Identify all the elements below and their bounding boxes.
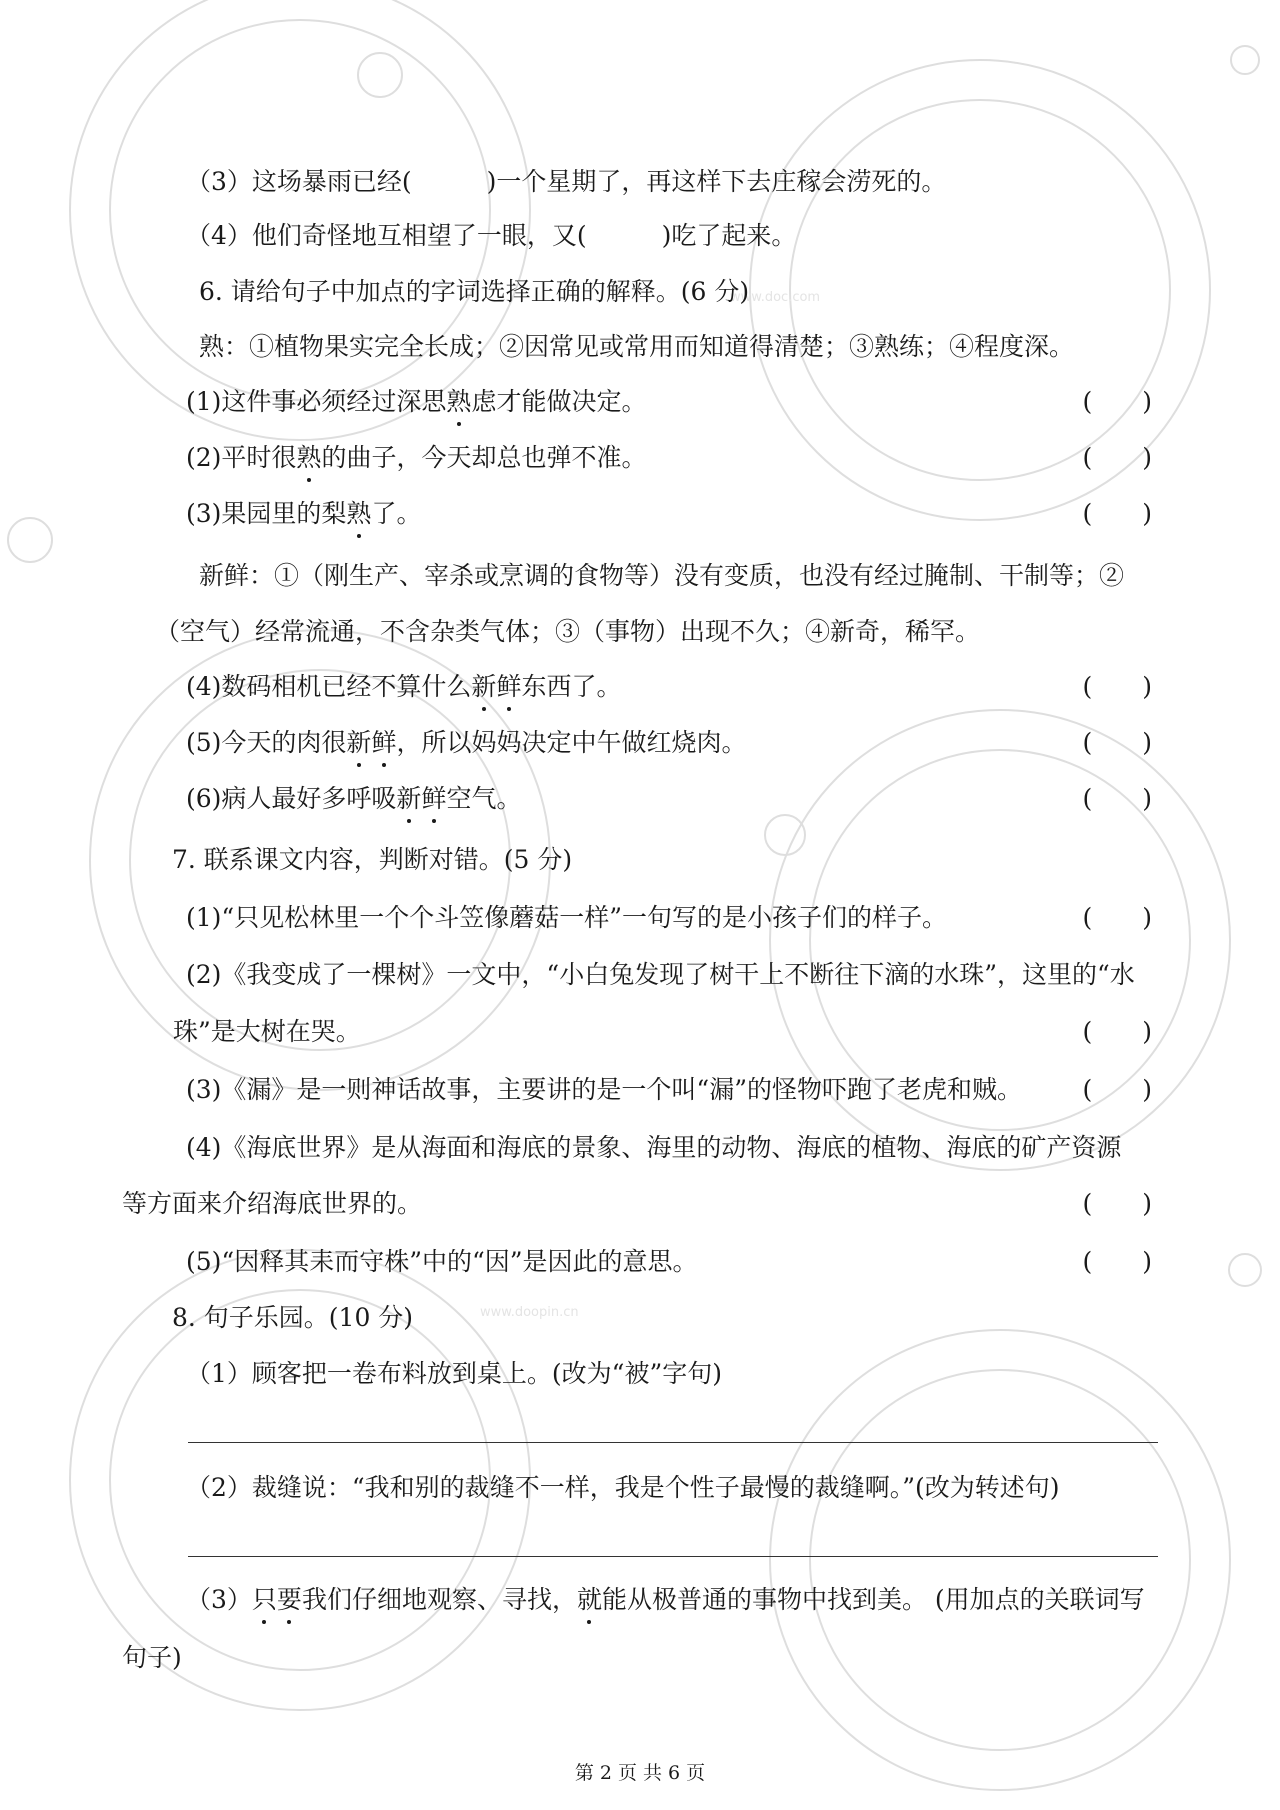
question-line: （2）裁缝说：“我和别的裁缝不一样，我是个性子最慢的裁缝啊。”(改为转述句) (186, 1473, 1060, 1502)
dotted-char: 新 (396, 779, 421, 819)
dotted-char: 新 (471, 667, 496, 707)
question-line: (1)“只见松林里一个个斗笠像蘑菇一样”一句写的是小孩子们的样子。 ( ) (0, 898, 1280, 938)
question-line: 珠”是大树在哭。 ( ) (0, 1012, 1280, 1052)
question-line: （3）这场暴雨已经( )一个星期了，再这样下去庄稼会涝死的。 (186, 167, 947, 196)
watermark-url: www.doopin.cn (480, 1305, 579, 1320)
question-line: (5)今天的肉很新鲜，所以妈妈决定中午做红烧肉。 ( ) (0, 723, 1280, 763)
dotted-char: 就 (577, 1580, 602, 1620)
question-line: 句子) (122, 1643, 182, 1672)
watermark-url: www.doc.com (730, 290, 821, 305)
answer-bracket[interactable]: ( ) (1082, 443, 1152, 472)
answer-line[interactable] (188, 1556, 1158, 1557)
question-line: (3)《漏》是一则神话故事，主要讲的是一个叫“漏”的怪物吓跑了老虎和贼。 ( ) (0, 1070, 1280, 1110)
dotted-char: 鲜 (371, 723, 396, 763)
definition-line: （空气）经常流通，不含杂类气体；③（事物）出现不久；④新奇，稀罕。 (155, 617, 981, 646)
dotted-char: 熟 (296, 438, 321, 478)
dotted-char: 要 (277, 1580, 302, 1620)
dotted-char: 鲜 (496, 667, 521, 707)
answer-line[interactable] (188, 1442, 1158, 1443)
question-line: (6)病人最好多呼吸新鲜空气。 ( ) (0, 779, 1280, 819)
question-line: (3)果园里的梨熟了。 ( ) (0, 494, 1280, 534)
dotted-char: 新 (346, 723, 371, 763)
dotted-char: 鲜 (421, 779, 446, 819)
question-line: （1）顾客把一卷布料放到桌上。(改为“被”字句) (186, 1359, 722, 1388)
page-footer: 第 2 页 共 6 页 (574, 1762, 706, 1784)
definition-line: 新鲜：①（刚生产、宰杀或烹调的食物等）没有变质，也没有经过腌制、干制等；② (199, 561, 1125, 590)
section-title: 8. 句子乐园。(10 分) (172, 1303, 414, 1332)
question-line: （3）只要我们仔细地观察、寻找，就能从极普通的事物中找到美。 (用加点的关联词写 (0, 1580, 1280, 1620)
answer-bracket[interactable]: ( ) (1082, 499, 1152, 528)
answer-bracket[interactable]: ( ) (1082, 1075, 1152, 1104)
answer-bracket[interactable]: ( ) (1082, 1017, 1152, 1046)
section-title: 6. 请给句子中加点的字词选择正确的解释。(6 分) (199, 277, 750, 306)
question-line: (2)平时很熟的曲子，今天却总也弹不准。 ( ) (0, 438, 1280, 478)
question-line: (4)《海底世界》是从海面和海底的景象、海里的动物、海底的植物、海底的矿产资源 (186, 1133, 1122, 1162)
dotted-char: 熟 (446, 382, 471, 422)
question-line: (4)数码相机已经不算什么新鲜东西了。 ( ) (0, 667, 1280, 707)
dotted-char: 熟 (346, 494, 371, 534)
section-title: 7. 联系课文内容，判断对错。(5 分) (172, 845, 573, 874)
answer-bracket[interactable]: ( ) (1082, 1247, 1152, 1276)
question-line: （4）他们奇怪地互相望了一眼，又( )吃了起来。 (186, 221, 797, 250)
question-line: 等方面来介绍海底世界的。 ( ) (0, 1184, 1280, 1224)
question-line: (5)“因释其耒而守株”中的“因”是因此的意思。 ( ) (0, 1242, 1280, 1282)
definition-line: 熟：①植物果实完全长成；②因常见或常用而知道得清楚；③熟练；④程度深。 (199, 332, 1075, 361)
answer-bracket[interactable]: ( ) (1082, 784, 1152, 813)
answer-bracket[interactable]: ( ) (1082, 672, 1152, 701)
question-line: (2)《我变成了一棵树》一文中，“小白兔发现了树干上不断往下滴的水珠”，这里的“水 (186, 960, 1135, 989)
answer-bracket[interactable]: ( ) (1082, 387, 1152, 416)
answer-bracket[interactable]: ( ) (1082, 728, 1152, 757)
question-line: (1)这件事必须经过深思熟虑才能做决定。 ( ) (0, 382, 1280, 422)
answer-bracket[interactable]: ( ) (1082, 1189, 1152, 1218)
dotted-char: 只 (252, 1580, 277, 1620)
answer-bracket[interactable]: ( ) (1082, 903, 1152, 932)
